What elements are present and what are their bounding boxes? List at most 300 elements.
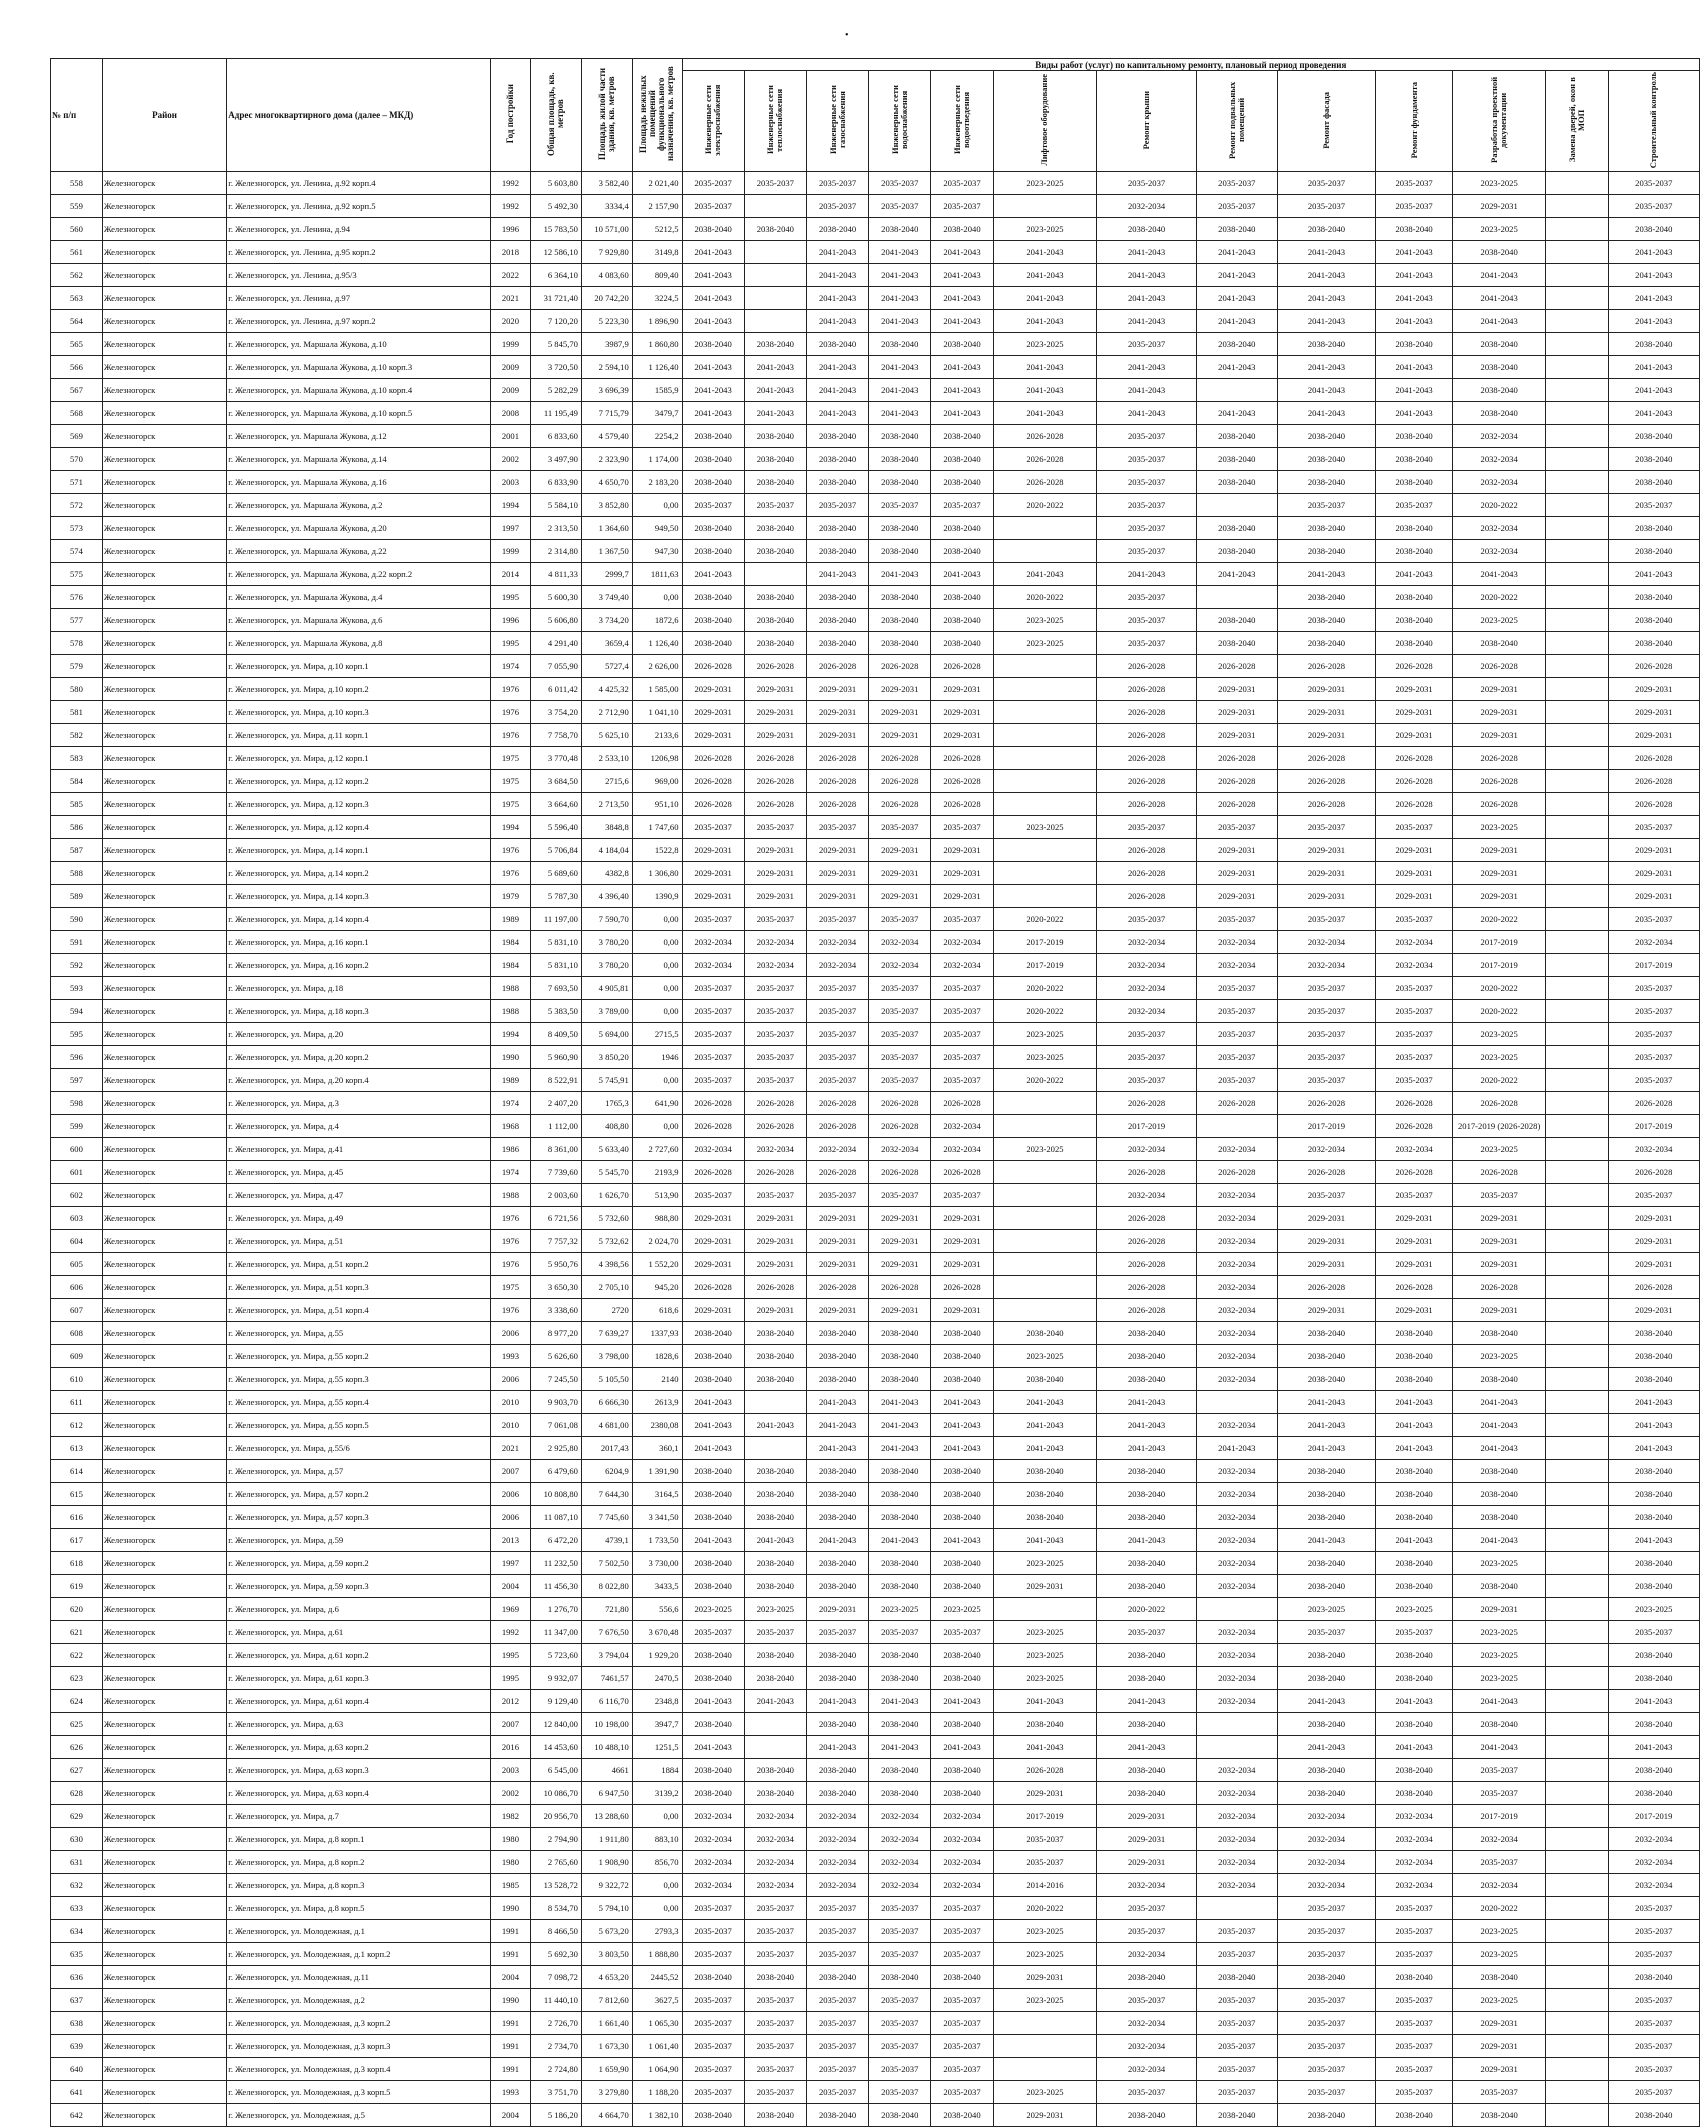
table-cell: 2032-2034 (1097, 2012, 1197, 2035)
table-cell: Железногорск (102, 1621, 226, 1644)
col-header-work (1608, 71, 1699, 172)
table-cell: 2035-2037 (682, 1184, 744, 1207)
table-cell: 4661 (581, 1759, 632, 1782)
table-cell: Железногорск (102, 1207, 226, 1230)
table-cell: Железногорск (102, 1184, 226, 1207)
table-cell (1546, 931, 1608, 954)
table-cell: 2035-2037 (806, 977, 868, 1000)
table-cell: 2038-2040 (744, 1575, 806, 1598)
table-cell: 2029-2031 (744, 1207, 806, 1230)
table-cell: 2032-2034 (931, 1828, 993, 1851)
table-cell: 2035-2037 (931, 1621, 993, 1644)
table-cell: 571 (51, 471, 103, 494)
table-cell: 2029-2031 (806, 862, 868, 885)
header-group-row (51, 59, 1700, 71)
table-cell: 4 291,40 (531, 632, 582, 655)
table-cell: 2038-2040 (744, 1782, 806, 1805)
table-cell: 2041-2043 (1376, 1736, 1453, 1759)
table-cell: 1 929,20 (632, 1644, 682, 1667)
table-row (51, 931, 1700, 954)
col-header-work-label: Ремонт подвальных помещений (1226, 81, 1246, 159)
table-cell: 8 977,20 (531, 1322, 582, 1345)
table-cell: 2023-2025 (931, 1598, 993, 1621)
table-cell: 2032-2034 (1196, 1851, 1277, 1874)
table-cell: 2038-2040 (806, 1966, 868, 1989)
table-row (51, 1828, 1700, 1851)
table-cell: 559 (51, 195, 103, 218)
table-cell: Железногорск (102, 885, 226, 908)
table-cell: 2041-2043 (869, 287, 931, 310)
table-row (51, 747, 1700, 770)
table-row (51, 172, 1700, 195)
table-cell: 2026-2028 (806, 747, 868, 770)
table-cell: 1996 (490, 609, 530, 632)
table-cell: 2026-2028 (1097, 1276, 1197, 1299)
table-cell: 2041-2043 (1608, 1736, 1699, 1759)
table-cell: 2026-2028 (682, 770, 744, 793)
table-cell: 2026-2028 (1097, 1253, 1197, 1276)
table-cell: 2023-2025 (1452, 172, 1545, 195)
table-cell: 11 087,10 (531, 1506, 582, 1529)
table-cell: 2041-2043 (1277, 1437, 1376, 1460)
table-cell: 2038-2040 (682, 1460, 744, 1483)
table-cell: 2035-2037 (744, 1920, 806, 1943)
table-cell: 2035-2037 (1608, 977, 1699, 1000)
table-cell: 2022 (490, 264, 530, 287)
table-cell: 5 960,90 (531, 1046, 582, 1069)
table-cell: 2038-2040 (1097, 218, 1197, 241)
table-cell (993, 701, 1097, 724)
table-cell: 2029-2031 (931, 1230, 993, 1253)
table-cell: 2038-2040 (993, 1368, 1097, 1391)
table-cell: 569 (51, 425, 103, 448)
table-cell: 2032-2034 (1608, 931, 1699, 954)
table-cell: 2029-2031 (1452, 724, 1545, 747)
table-cell: г. Железногорск, ул. Мира, д.51 корп.3 (227, 1276, 490, 1299)
table-cell: Железногорск (102, 1552, 226, 1575)
table-cell: 2038-2040 (931, 1644, 993, 1667)
table-cell: 2026-2028 (1196, 1161, 1277, 1184)
table-cell: 8 466,50 (531, 1920, 582, 1943)
table-cell: 2035-2037 (1376, 1897, 1453, 1920)
table-cell: 2035-2037 (1196, 2035, 1277, 2058)
table-cell: 2026-2028 (1097, 701, 1197, 724)
table-cell (993, 678, 1097, 701)
table-cell: 2026-2028 (1376, 793, 1453, 816)
table-cell: 2041-2043 (806, 1437, 868, 1460)
table-cell: 2038-2040 (1608, 2104, 1699, 2127)
table-row (51, 1414, 1700, 1437)
table-cell: 2032-2034 (1196, 1621, 1277, 1644)
table-cell: 2032-2034 (744, 954, 806, 977)
table-cell: 2038-2040 (1452, 1368, 1545, 1391)
table-cell: 2038-2040 (744, 218, 806, 241)
table-cell: 2020-2022 (993, 494, 1097, 517)
table-row (51, 2104, 1700, 2127)
table-cell: 2017-2019 (1608, 1805, 1699, 1828)
table-cell (744, 264, 806, 287)
col-header-work-label: Инженерные сети газоснабжения (827, 85, 847, 155)
table-cell: 7 757,32 (531, 1230, 582, 1253)
table-cell: г. Железногорск, ул. Мира, д.7 (227, 1805, 490, 1828)
table-cell: Железногорск (102, 517, 226, 540)
table-cell: 2032-2034 (1277, 931, 1376, 954)
table-cell: 2029-2031 (869, 701, 931, 724)
table-cell: 2032-2034 (1196, 1644, 1277, 1667)
table-cell: 2006 (490, 1322, 530, 1345)
table-cell: 2038-2040 (682, 1506, 744, 1529)
table-cell: 593 (51, 977, 103, 1000)
table-cell: 558 (51, 172, 103, 195)
table-cell: 2715,6 (581, 770, 632, 793)
table-cell: 2041-2043 (1097, 1437, 1197, 1460)
table-row (51, 1874, 1700, 1897)
table-cell: г. Железногорск, ул. Маршала Жукова, д.22 корп.2 (227, 563, 490, 586)
table-cell: Железногорск (102, 1115, 226, 1138)
table-cell: 2032-2034 (1196, 1667, 1277, 1690)
table-row (51, 310, 1700, 333)
table-cell: 2026-2028 (682, 747, 744, 770)
table-cell: 2038-2040 (806, 1368, 868, 1391)
table-cell: 2 726,70 (531, 2012, 582, 2035)
table-cell: 2041-2043 (1376, 1391, 1453, 1414)
table-cell: 627 (51, 1759, 103, 1782)
table-cell: г. Железногорск, ул. Маршала Жукова, д.4 (227, 586, 490, 609)
table-cell: 2035-2037 (931, 2081, 993, 2104)
table-cell: 626 (51, 1736, 103, 1759)
table-cell: 2035-2037 (1376, 816, 1453, 839)
table-cell: 2035-2037 (806, 195, 868, 218)
table-cell: 2007 (490, 1713, 530, 1736)
table-cell: 2041-2043 (1196, 563, 1277, 586)
table-cell: 2038-2040 (1376, 540, 1453, 563)
table-cell: 2029-2031 (744, 885, 806, 908)
table-cell: 602 (51, 1184, 103, 1207)
table-row (51, 655, 1700, 678)
table-cell: 2032-2034 (1277, 1828, 1376, 1851)
table-cell: 2035-2037 (931, 2035, 993, 2058)
table-cell: 2035-2037 (1277, 195, 1376, 218)
table-cell: 3 341,50 (632, 1506, 682, 1529)
table-cell: 2720 (581, 1299, 632, 1322)
table-cell: 2035-2037 (806, 494, 868, 517)
table-cell: 0,00 (632, 586, 682, 609)
table-cell: 618,6 (632, 1299, 682, 1322)
table-cell: 2026-2028 (869, 1276, 931, 1299)
table-cell: 606 (51, 1276, 103, 1299)
table-cell: г. Железногорск, ул. Маршала Жукова, д.10 корп.5 (227, 402, 490, 425)
table-cell: 2026-2028 (682, 1161, 744, 1184)
table-cell (1546, 1943, 1608, 1966)
table-cell: 2038-2040 (1376, 1368, 1453, 1391)
table-cell: 2041-2043 (806, 379, 868, 402)
table-cell: 1811,63 (632, 563, 682, 586)
table-cell: 595 (51, 1023, 103, 1046)
table-cell: 2041-2043 (682, 563, 744, 586)
table-cell: 615 (51, 1483, 103, 1506)
table-cell: 609 (51, 1345, 103, 1368)
table-cell (1546, 1092, 1608, 1115)
table-cell: 3848,8 (581, 816, 632, 839)
table-cell: 2035-2037 (931, 172, 993, 195)
table-row (51, 1621, 1700, 1644)
col-header-work-label: Ремонт фундамента (1408, 81, 1419, 159)
table-row (51, 1115, 1700, 1138)
table-row (51, 1253, 1700, 1276)
table-cell: 565 (51, 333, 103, 356)
table-cell: 2041-2043 (1277, 287, 1376, 310)
table-cell: 2041-2043 (931, 379, 993, 402)
table-cell: 2041-2043 (1277, 1391, 1376, 1414)
table-cell: Железногорск (102, 1529, 226, 1552)
table-cell: 3 852,80 (581, 494, 632, 517)
table-cell: 2020-2022 (1097, 1598, 1197, 1621)
table-cell: 2032-2034 (744, 1805, 806, 1828)
table-cell: 2020-2022 (993, 1069, 1097, 1092)
table-cell: 5 673,20 (581, 1920, 632, 1943)
table-cell: 2032-2034 (1277, 954, 1376, 977)
table-cell: 2032-2034 (1196, 1690, 1277, 1713)
col-header-area-nonliving-label: Площадь нежилых помещений функционального назначения, кв. метров (638, 66, 676, 162)
table-cell: 3 720,50 (531, 356, 582, 379)
table-row (51, 1782, 1700, 1805)
table-cell: 2023-2025 (1452, 1920, 1545, 1943)
table-cell: 3433,5 (632, 1575, 682, 1598)
table-cell: 2348,8 (632, 1690, 682, 1713)
table-cell: 2023-2025 (1452, 1023, 1545, 1046)
table-cell: 2038-2040 (682, 1368, 744, 1391)
table-cell: 2035-2037 (931, 1069, 993, 1092)
table-cell (1546, 1621, 1608, 1644)
table-cell: 2041-2043 (806, 1391, 868, 1414)
table-cell: г. Железногорск, ул. Мира, д.12 корп.3 (227, 793, 490, 816)
table-cell: 2029-2031 (1452, 1299, 1545, 1322)
table-cell: 2035-2037 (1376, 908, 1453, 931)
table-cell: 6 545,00 (531, 1759, 582, 1782)
table-cell: 13 528,72 (531, 1874, 582, 1897)
table-cell: 2035-2037 (1452, 2081, 1545, 2104)
table-cell: 1337,93 (632, 1322, 682, 1345)
table-cell: 6 833,90 (531, 471, 582, 494)
table-cell: 2029-2031 (1452, 678, 1545, 701)
table-cell: 4739,1 (581, 1529, 632, 1552)
table-cell: 2026-2028 (931, 1092, 993, 1115)
table-cell: 2026-2028 (1608, 1092, 1699, 1115)
table-cell: 2038-2040 (1608, 448, 1699, 471)
table-cell: 2038-2040 (1097, 1552, 1197, 1575)
table-row (51, 724, 1700, 747)
table-cell: 2038-2040 (1196, 1966, 1277, 1989)
table-cell: 5 723,60 (531, 1644, 582, 1667)
table-cell: 1974 (490, 1161, 530, 1184)
table-cell: 2 626,00 (632, 655, 682, 678)
table-cell: 2026-2028 (1452, 747, 1545, 770)
table-cell: 2035-2037 (1376, 1069, 1453, 1092)
table-cell: 2029-2031 (744, 1253, 806, 1276)
table-cell: 2035-2037 (682, 1897, 744, 1920)
table-cell: Железногорск (102, 2012, 226, 2035)
table-cell: 2029-2031 (1452, 701, 1545, 724)
table-cell: 1989 (490, 1069, 530, 1092)
table-cell: 2035-2037 (1097, 1046, 1197, 1069)
table-cell: 2038-2040 (869, 540, 931, 563)
table-cell: 1988 (490, 1000, 530, 1023)
table-cell (744, 310, 806, 333)
table-cell: 2026-2028 (1097, 1207, 1197, 1230)
table-cell: г. Железногорск, ул. Маршала Жукова, д.6 (227, 609, 490, 632)
table-cell: г. Железногорск, ул. Мира, д.61 корп.2 (227, 1644, 490, 1667)
table-cell: Железногорск (102, 471, 226, 494)
table-cell: 2029-2031 (682, 1230, 744, 1253)
table-cell: 2009 (490, 356, 530, 379)
table-cell: 2038-2040 (931, 1713, 993, 1736)
table-cell: 2035-2037 (1277, 1000, 1376, 1023)
table-cell: г. Железногорск, ул. Мира, д.12 корп.4 (227, 816, 490, 839)
table-cell: 2445,52 (632, 1966, 682, 1989)
table-cell: 2035-2037 (1452, 1759, 1545, 1782)
table-cell: 2038-2040 (806, 1575, 868, 1598)
table-cell: 2026-2028 (744, 1161, 806, 1184)
table-cell: 809,40 (632, 264, 682, 287)
table-cell: 9 129,40 (531, 1690, 582, 1713)
table-cell: 2035-2037 (1277, 1621, 1376, 1644)
table-cell: 1985 (490, 1874, 530, 1897)
table-cell: 2035-2037 (869, 1621, 931, 1644)
table-cell: 2032-2034 (1277, 1805, 1376, 1828)
table-cell: 2035-2037 (869, 816, 931, 839)
table-cell: 1984 (490, 954, 530, 977)
table-cell: 2038-2040 (806, 1506, 868, 1529)
table-cell: 7 639,27 (581, 1322, 632, 1345)
table-cell: 2038-2040 (1097, 1759, 1197, 1782)
table-cell: 6204,9 (581, 1460, 632, 1483)
table-cell: 2041-2043 (1608, 563, 1699, 586)
table-cell: 2026-2028 (682, 655, 744, 678)
table-cell: 2380,08 (632, 1414, 682, 1437)
col-header-area-living-label: Площадь жилой части здания, кв. метров (596, 67, 616, 161)
table-cell: 2029-2031 (869, 1253, 931, 1276)
table-cell (1546, 1368, 1608, 1391)
table-cell: 578 (51, 632, 103, 655)
table-row (51, 1092, 1700, 1115)
table-cell: 1 673,30 (581, 2035, 632, 2058)
table-cell: 2041-2043 (869, 264, 931, 287)
table-cell: 2026-2028 (1608, 1276, 1699, 1299)
table-cell: 3 850,20 (581, 1046, 632, 1069)
table-cell: 2029-2031 (1452, 195, 1545, 218)
table-cell: 2026-2028 (744, 655, 806, 678)
table-cell (993, 724, 1097, 747)
table-cell (993, 1276, 1097, 1299)
table-cell: 1976 (490, 678, 530, 701)
table-cell: Железногорск (102, 1414, 226, 1437)
table-cell: 2035-2037 (1097, 816, 1197, 839)
table-cell: 1991 (490, 2058, 530, 2081)
table-cell: 2038-2040 (1608, 333, 1699, 356)
table-cell: 2020-2022 (993, 977, 1097, 1000)
table-cell: 2038-2040 (744, 1483, 806, 1506)
table-cell: 2038-2040 (806, 2104, 868, 2127)
table-cell: 2038-2040 (1452, 241, 1545, 264)
table-cell: 2035-2037 (1097, 2081, 1197, 2104)
table-cell: 2038-2040 (1097, 1667, 1197, 1690)
table-cell: 2029-2031 (744, 862, 806, 885)
table-cell: 2038-2040 (931, 471, 993, 494)
table-cell: 2038-2040 (869, 1644, 931, 1667)
table-cell (1546, 1552, 1608, 1575)
table-cell: г. Железногорск, ул. Молодежная, д.5 (227, 2104, 490, 2127)
table-cell: 5 223,30 (581, 310, 632, 333)
table-cell: 2038-2040 (931, 1759, 993, 1782)
table-cell: 2026-2028 (1452, 793, 1545, 816)
table-cell: 2026-2028 (1376, 1092, 1453, 1115)
table-cell: 2041-2043 (1608, 310, 1699, 333)
table-cell: 2023-2025 (993, 816, 1097, 839)
table-cell: 2035-2037 (1608, 1920, 1699, 1943)
table-cell: 2038-2040 (1376, 1345, 1453, 1368)
table-cell: 2035-2037 (869, 2035, 931, 2058)
table-cell: 2032-2034 (1277, 1874, 1376, 1897)
table-cell (1546, 471, 1608, 494)
table-cell: 0,00 (632, 1897, 682, 1920)
table-cell: 2041-2043 (1277, 1736, 1376, 1759)
table-cell: 2038-2040 (1277, 1506, 1376, 1529)
table-cell: 7 644,30 (581, 1483, 632, 1506)
table-cell: 2035-2037 (744, 2081, 806, 2104)
table-cell: 2004 (490, 2104, 530, 2127)
table-cell: 2017-2019 (2026-2028) (1452, 1115, 1545, 1138)
repair-schedule-table (50, 58, 1700, 2127)
table-cell (744, 563, 806, 586)
table-cell: 1989 (490, 908, 530, 931)
table-cell: 2041-2043 (682, 379, 744, 402)
table-cell: 2038-2040 (1097, 1368, 1197, 1391)
table-cell: 2026-2028 (931, 747, 993, 770)
table-row (51, 2058, 1700, 2081)
table-cell: г. Железногорск, ул. Мира, д.10 корп.2 (227, 678, 490, 701)
table-cell: 2041-2043 (1097, 1391, 1197, 1414)
table-row (51, 632, 1700, 655)
table-cell: 2032-2034 (869, 931, 931, 954)
table-cell: 7 245,50 (531, 1368, 582, 1391)
table-cell: 2038-2040 (1196, 540, 1277, 563)
table-cell (1546, 1322, 1608, 1345)
table-cell (1546, 2012, 1608, 2035)
table-cell: 2038-2040 (869, 609, 931, 632)
table-cell: Железногорск (102, 448, 226, 471)
table-cell: 2038-2040 (1608, 1322, 1699, 1345)
table-cell: 2026-2028 (869, 1161, 931, 1184)
table-cell: 5 692,30 (531, 1943, 582, 1966)
table-cell: 2035-2037 (682, 1000, 744, 1023)
table-cell: 3 650,30 (531, 1276, 582, 1299)
table-cell (1546, 724, 1608, 747)
table-cell (1546, 172, 1608, 195)
table-cell: 2041-2043 (931, 1437, 993, 1460)
table-cell (1546, 1414, 1608, 1437)
table-row (51, 908, 1700, 931)
table-cell: 3 798,00 (581, 1345, 632, 1368)
table-cell: 1992 (490, 172, 530, 195)
col-header-num: № п/п (51, 59, 103, 172)
table-cell: Железногорск (102, 2104, 226, 2127)
table-cell: 1 626,70 (581, 1184, 632, 1207)
table-cell: 1 661,40 (581, 2012, 632, 2035)
table-cell: 2026-2028 (1608, 747, 1699, 770)
table-cell: 2020 (490, 310, 530, 333)
table-cell: 6 011,42 (531, 678, 582, 701)
table-cell: 2038-2040 (931, 425, 993, 448)
